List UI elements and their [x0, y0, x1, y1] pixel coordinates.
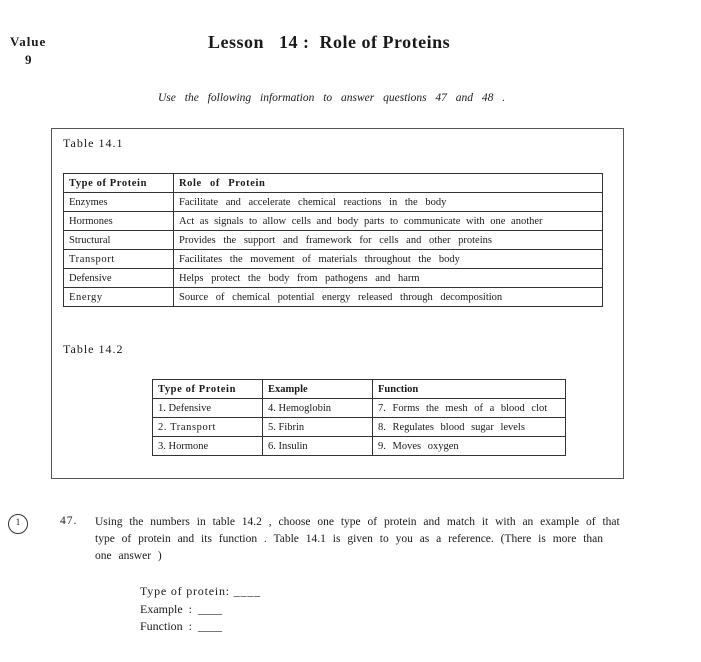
table-row: [153, 399, 566, 418]
table-cell: 7. Forms the mesh of a blood clot: [373, 399, 566, 418]
table-row: [64, 193, 603, 212]
table-cell: 5. Fibrin: [263, 418, 373, 437]
table-cell: Hormones: [64, 212, 174, 231]
question-number: 47.: [60, 515, 78, 527]
function-answer[interactable]: Function : ____: [140, 619, 223, 633]
table-cell: Defensive: [64, 269, 174, 288]
question-marks-badge: 1: [8, 514, 28, 534]
table-14-2: [152, 379, 566, 456]
table-cell: Helps protect the body from pathogens and harm: [174, 269, 603, 288]
instructions: Use the following information to answer questions 47 and 48 .: [158, 92, 506, 104]
table-row: [64, 212, 603, 231]
example-answer[interactable]: Example : ____: [140, 602, 222, 616]
table-14-1: [63, 173, 603, 307]
table-header-cell: Type of Protein: [153, 380, 263, 399]
table-cell: Transport: [64, 250, 174, 269]
table-cell: 1. Defensive: [153, 399, 263, 418]
table-cell: Energy: [64, 288, 174, 307]
table-cell: 6. Insulin: [263, 437, 373, 456]
table-cell: Act as signals to allow cells and body parts to communicate with one another: [174, 212, 603, 231]
table-cell: Facilitate and accelerate chemical reactions in the body: [174, 193, 603, 212]
table-row: [153, 418, 566, 437]
lesson-title: Lesson 14 : Role of Proteins: [208, 32, 451, 52]
table-cell: 3. Hormone: [153, 437, 263, 456]
table-row: [64, 269, 603, 288]
table-cell: 9. Moves oxygen: [373, 437, 566, 456]
table-header-cell: Function: [373, 380, 566, 399]
table-row: [153, 437, 566, 456]
table-header-cell: Role of Protein: [174, 174, 603, 193]
table-cell: Facilitates the movement of materials throughout the body: [174, 250, 603, 269]
table-cell: 8. Regulates blood sugar levels: [373, 418, 566, 437]
table-cell: Provides the support and framework for cells and other proteins: [174, 231, 603, 250]
table-header-cell: Example: [263, 380, 373, 399]
table1-caption: Table 14.1: [63, 136, 124, 150]
table-cell: Source of chemical potential energy released through decomposition: [174, 288, 603, 307]
table-row: [64, 250, 603, 269]
table-cell: 4. Hemoglobin: [263, 399, 373, 418]
value-label: Value: [10, 34, 47, 49]
table-header-row: [64, 174, 603, 193]
question-text: Using the numbers in table 14.2 , choose one type of protein and match it with an example of that type of protein and its function . Table 14.1 is given to you as a reference. (There is more than one answer ): [95, 516, 620, 562]
type-of-protein-answer[interactable]: Type of protein: ____: [140, 584, 261, 598]
table-header-cell: Type of Protein: [64, 174, 174, 193]
table-cell: Structural: [64, 231, 174, 250]
table-row: [64, 231, 603, 250]
table-row: [64, 288, 603, 307]
table-header-row: [153, 380, 566, 399]
table-cell: Enzymes: [64, 193, 174, 212]
value-number: 9: [25, 52, 32, 67]
table-cell: 2. Transport: [153, 418, 263, 437]
table2-caption: Table 14.2: [63, 342, 124, 356]
